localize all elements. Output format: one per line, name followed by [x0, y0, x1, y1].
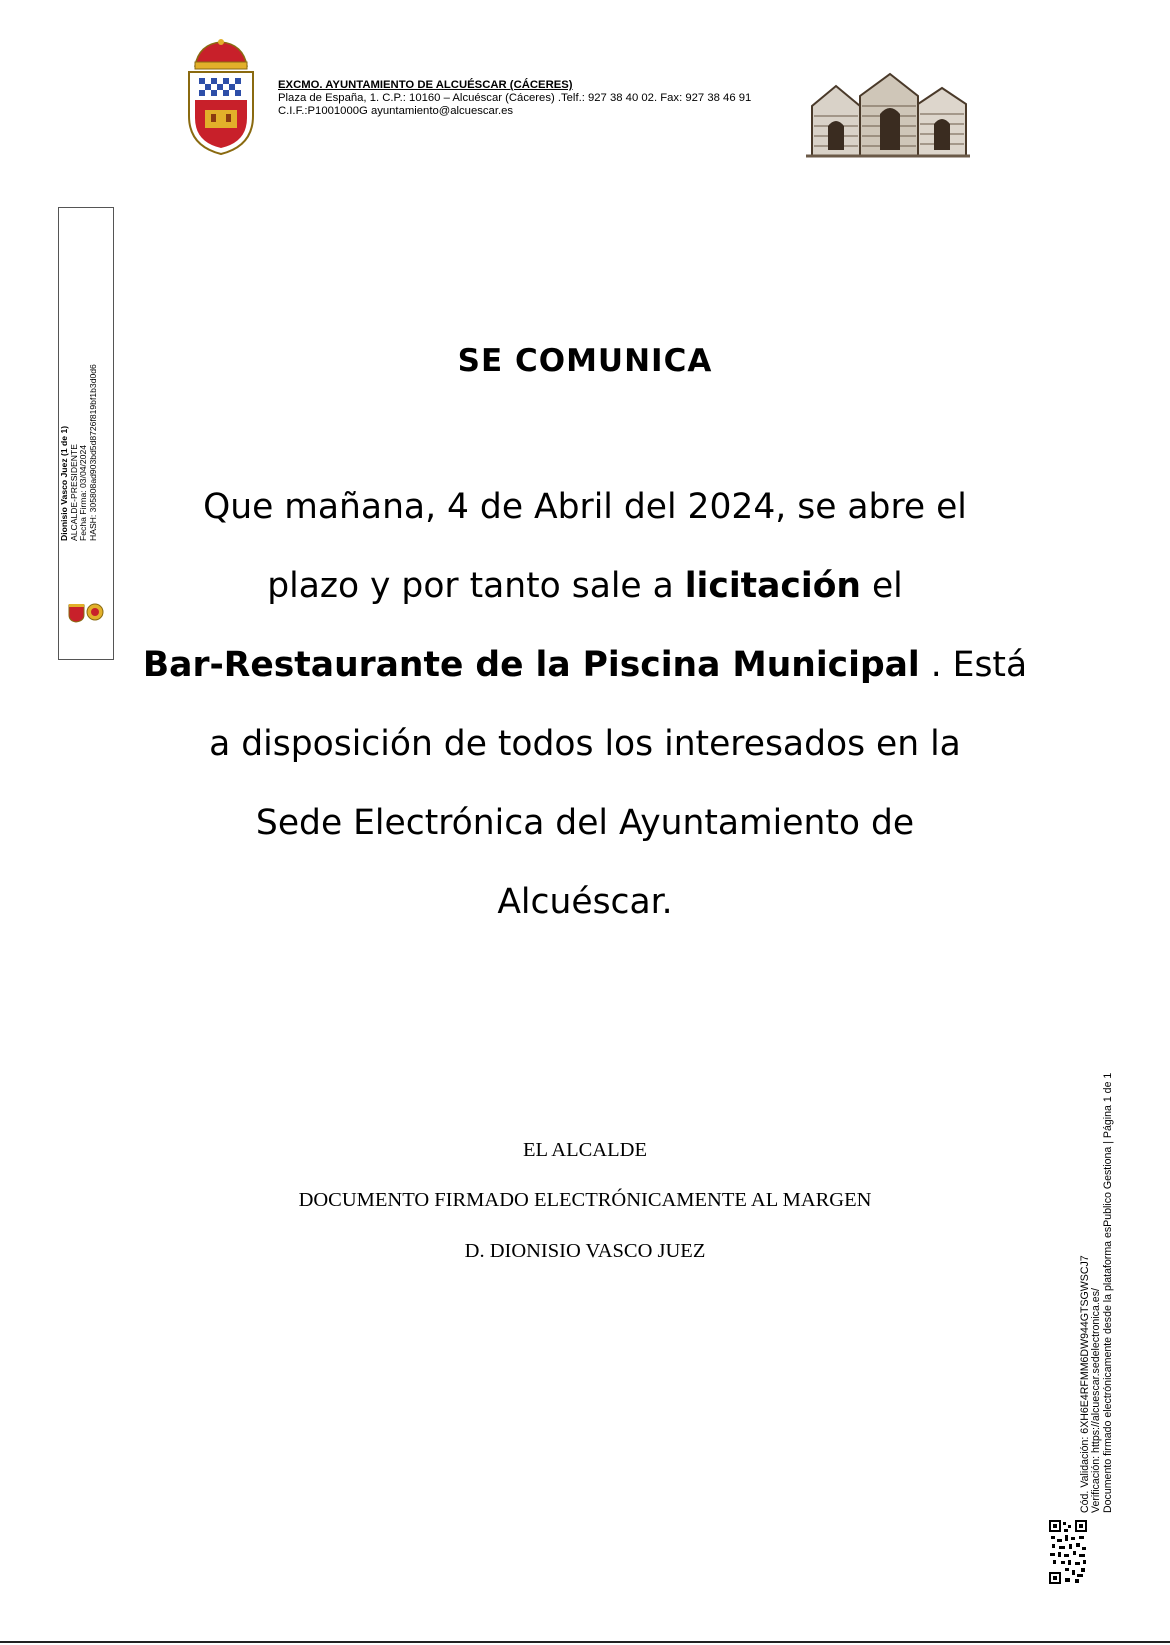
tender-keyword: licitación [684, 566, 861, 606]
signoff-note: DOCUMENTO FIRMADO ELECTRÓNICAMENTE AL MARGEN [298, 1189, 872, 1211]
signature-date: Fecha Firma: 03/04/2024 [78, 444, 89, 541]
notice-line-4: a disposición de todos los interesados en la [209, 724, 961, 764]
validation-code: Cód. Validación: 6XH6E4RFMM6DW944GTSGWSCJ7 [1079, 1255, 1091, 1513]
notice-line-3-end: . Está [919, 645, 1028, 685]
organization-address: Plaza de España, 1. C.P.: 10160 – Alcuéscar (Cáceres) .Telf.: 927 38 40 02. Fax: 927 38 46 91 [278, 92, 752, 104]
signoff-title: EL ALCALDE [523, 1139, 647, 1161]
header-address-block [278, 79, 751, 118]
notice-line-6: Alcuéscar. [497, 882, 673, 922]
notice-line-2-text: plazo y por tanto sale a [267, 566, 685, 606]
signer-name: Dionisio Vasco Juez (1 de 1) [59, 425, 69, 541]
notice-line-1: Que mañana, 4 de Abril del 2024, se abre el [203, 487, 967, 527]
notice-heading: SE COMUNICA [457, 343, 713, 379]
notice-line-2 [120, 566, 1050, 606]
platform-note: Documento firmado electrónicamente desde la plataforma esPublico Gestiona | Página 1 de 1 [1101, 1072, 1114, 1513]
verification-block [1080, 1013, 1114, 1513]
tender-subject: Bar-Restaurante de la Piscina Municipal [142, 645, 920, 685]
notice-line-5: Sede Electrónica del Ayuntamiento de [255, 803, 915, 843]
signature-hash: HASH: 305808ad903bd5d8726f819bf1b3d0d6 [87, 364, 98, 541]
notice-line-2-end: el [860, 566, 903, 606]
signer-role: ALCALDE-PRESIDENTE [68, 444, 79, 541]
signoff-name: D. DIONISIO VASCO JUEZ [464, 1240, 706, 1262]
page-bottom-border [0, 1641, 1170, 1643]
signature-seal-icon [66, 601, 106, 623]
organization-cif-email: C.I.F.:P1001000G ayuntamiento@alcuescar.es [278, 105, 514, 117]
verification-url: Verificación: https://alcuescar.sedelectronica.es/ [1090, 1288, 1103, 1513]
church-illustration-icon [806, 66, 970, 158]
organization-name: EXCMO. AYUNTAMIENTO DE ALCUÉSCAR (CÁCERES) [278, 79, 573, 91]
coat-of-arms-icon [185, 38, 257, 158]
notice-line-3 [120, 645, 1050, 685]
qr-code-icon [1049, 1520, 1087, 1584]
